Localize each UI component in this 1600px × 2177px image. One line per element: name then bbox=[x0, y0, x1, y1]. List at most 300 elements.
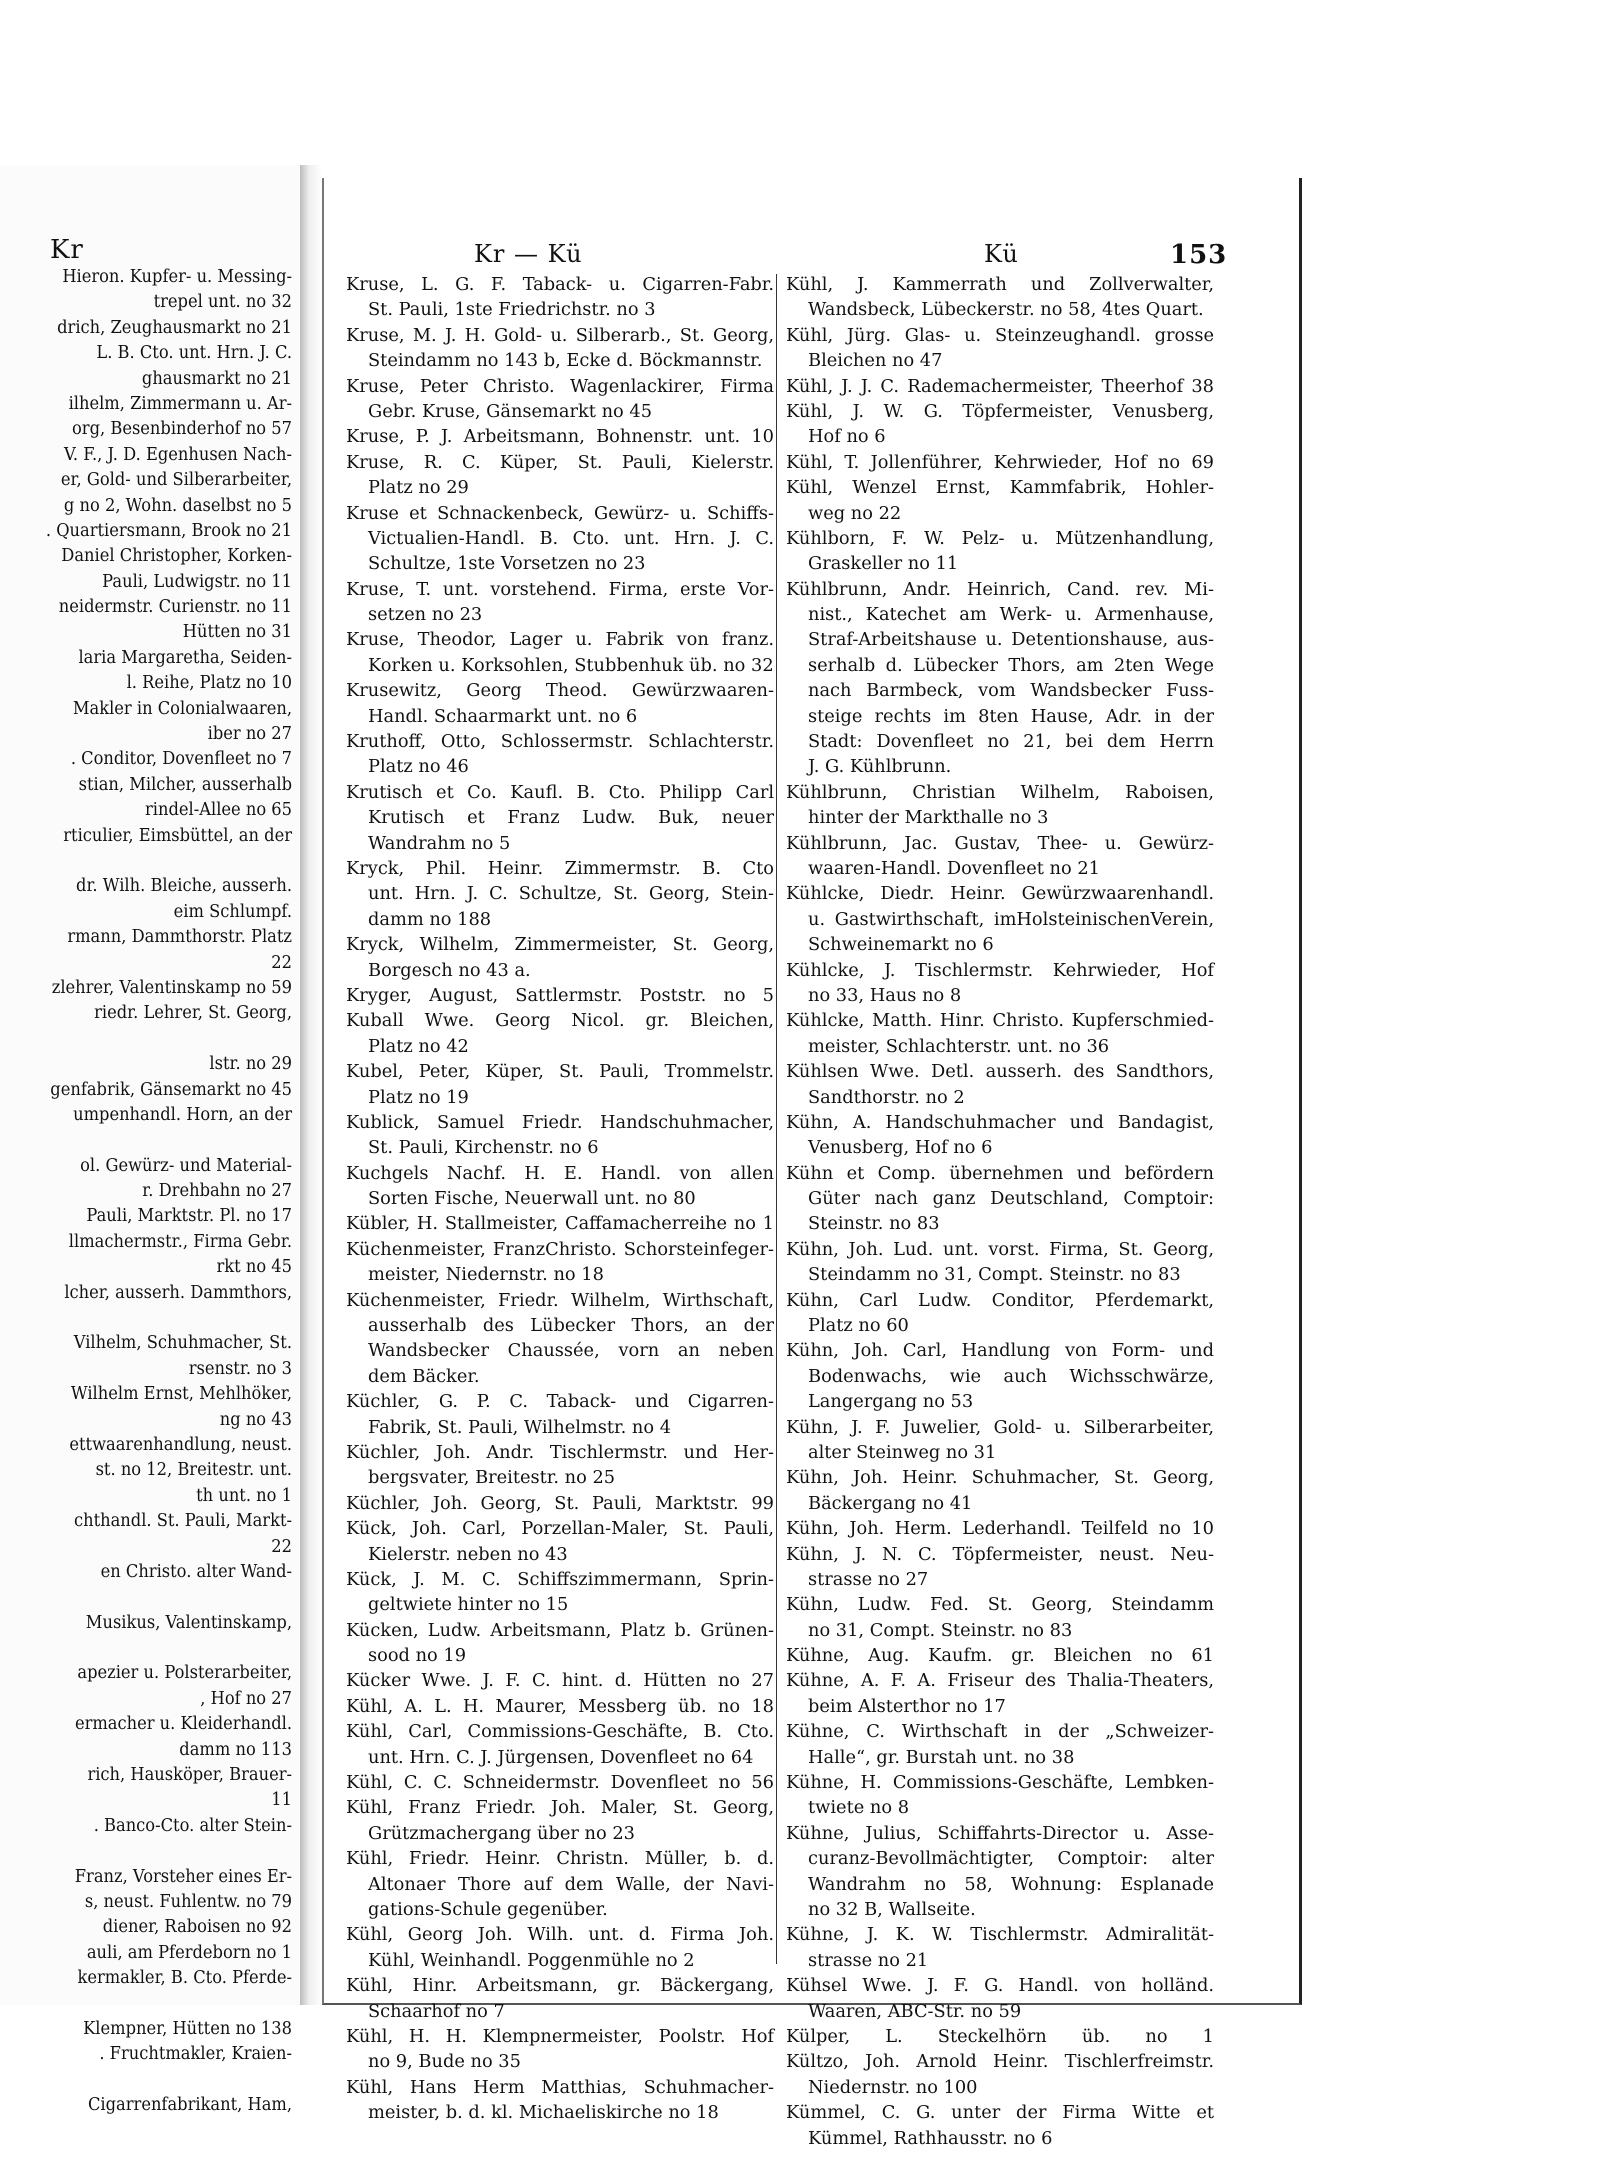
previous-page-line: rmann, Dammthorstr. Platz bbox=[67, 927, 292, 948]
entry-continuation-line: serhalb d. Lübecker Thors, am 2ten Wege bbox=[808, 654, 1214, 676]
previous-page-strip bbox=[0, 165, 303, 2116]
directory-entry bbox=[786, 1668, 1214, 1719]
directory-entry bbox=[786, 1465, 1214, 1516]
directory-entry bbox=[346, 678, 774, 729]
entry-continuation-line: strasse no 21 bbox=[808, 1949, 929, 1971]
entry-continuation-line: strasse no 27 bbox=[808, 1568, 929, 1590]
entry-name-line: Kühlbrunn, Andr. Heinrich, Cand. rev. Mi- bbox=[786, 578, 1214, 600]
previous-page-line: Franz, Vorsteher eines Er- bbox=[74, 1866, 292, 1887]
directory-entry bbox=[786, 831, 1214, 882]
entry-name-line: Krutisch et Co. Kaufl. B. Cto. Philipp Carl bbox=[346, 781, 774, 803]
entry-name-line: Kühlcke, J. Tischlermstr. Kehrwieder, Hof bbox=[786, 959, 1214, 981]
directory-entry bbox=[786, 2049, 1214, 2100]
directory-entry bbox=[786, 1592, 1214, 1643]
directory-entry bbox=[786, 1059, 1214, 1110]
previous-page-line: auli, am Pferdeborn no 1 bbox=[86, 1942, 293, 1963]
entry-name-line: Kühn, Joh. Lud. unt. vorst. Firma, St. Georg, bbox=[786, 1238, 1214, 1260]
previous-page-header: Kr bbox=[50, 235, 84, 265]
entry-continuation-line: Grützmachergang über no 23 bbox=[368, 1822, 635, 1844]
directory-entry bbox=[346, 1059, 774, 1110]
previous-page-line bbox=[13, 1585, 292, 1610]
previous-page-line: , Hof no 27 bbox=[200, 1688, 292, 1709]
entry-continuation-line: hinter der Markthalle no 3 bbox=[808, 807, 1049, 829]
directory-entry bbox=[346, 1694, 774, 1719]
entry-continuation-line: no 33, Haus no 8 bbox=[808, 984, 962, 1006]
previous-page-line bbox=[13, 1306, 292, 1331]
entry-name-line: Kühn, A. Handschuhmacher und Bandagist, bbox=[786, 1111, 1214, 1133]
directory-entry bbox=[786, 450, 1214, 475]
entry-continuation-line: alter Steinweg no 31 bbox=[808, 1441, 997, 1463]
entry-name-line: Kruse, Theodor, Lager u. Fabrik von franz. bbox=[346, 629, 774, 651]
previous-page-line: stian, Milcher, ausserhalb bbox=[78, 774, 292, 795]
directory-entry bbox=[346, 1618, 774, 1669]
entry-name-line: Kruse, L. G. F. Taback- u. Cigarren-Fabr. bbox=[346, 274, 774, 295]
entry-continuation-line: Graskeller no 11 bbox=[808, 553, 959, 575]
entry-continuation-line: Venusberg, Hof no 6 bbox=[808, 1137, 993, 1159]
entry-name-line: Kryger, August, Sattlermstr. Poststr. no 5 bbox=[346, 984, 774, 1006]
entry-continuation-line: Sorten Fische, Neuerwall unt. no 80 bbox=[368, 1188, 696, 1210]
directory-entry bbox=[346, 729, 774, 780]
directory-entry bbox=[346, 450, 774, 501]
previous-page-line: lcher, ausserh. Dammthors, bbox=[64, 1282, 292, 1303]
entry-name-line: Kruse, M. J. H. Gold- u. Silberarb., St. Georg, bbox=[346, 324, 774, 346]
header-range: Kr — Kü bbox=[474, 240, 583, 268]
directory-entry bbox=[786, 1770, 1214, 1821]
entry-continuation-line: J. G. Kühlbrunn. bbox=[808, 756, 952, 778]
directory-entry bbox=[786, 374, 1214, 399]
entry-continuation-line: St. Pauli, 1ste Friedrichstr. no 3 bbox=[368, 299, 656, 321]
entry-name-line: Kühlbrunn, Christian Wilhelm, Raboisen, bbox=[786, 781, 1214, 803]
entry-continuation-line: waaren-Handl. Dovenfleet no 21 bbox=[808, 857, 1100, 879]
previous-page-line: Hieron. Kupfer- u. Messing- bbox=[62, 267, 292, 287]
directory-entry bbox=[346, 856, 774, 932]
directory-entry bbox=[786, 475, 1214, 526]
entry-name-line: Kuball Wwe. Georg Nicol. gr. Bleichen, bbox=[346, 1010, 774, 1032]
entry-continuation-line: Kümmel, Rathhausstr. no 6 bbox=[808, 2127, 1053, 2149]
directory-entry bbox=[786, 1237, 1214, 1288]
entry-continuation-line: Halle“, gr. Burstah unt. no 38 bbox=[808, 1746, 1075, 1768]
directory-entry bbox=[346, 1008, 774, 1059]
previous-page-line: g no 2, Wohn. daselbst no 5 bbox=[63, 495, 293, 516]
entry-name-line: Kühl, Hinr. Arbeitsmann, gr. Bäckergang, bbox=[346, 1975, 774, 1997]
previous-page-line: damm no 113 bbox=[179, 1739, 292, 1760]
previous-page-line: Daniel Christopher, Korken- bbox=[61, 546, 292, 567]
entry-name-line: Kublick, Samuel Friedr. Handschuhmacher, bbox=[346, 1111, 774, 1133]
entry-name-line: Kühl, Franz Friedr. Joh. Maler, St. Georg, bbox=[346, 1797, 774, 1819]
entry-continuation-line: setzen no 23 bbox=[368, 604, 483, 626]
directory-entry bbox=[786, 1643, 1214, 1668]
entry-continuation-line: Güter nach ganz Deutschland, Comptoir: bbox=[808, 1188, 1214, 1210]
previous-page-line: chthandl. St. Pauli, Markt- bbox=[73, 1511, 292, 1532]
entry-continuation-line: Kühl, Weinhandl. Poggenmühle no 2 bbox=[368, 1949, 695, 1971]
entry-name-line: Kültzo, Joh. Arnold Heinr. Tischlerfreimstr. bbox=[786, 2051, 1214, 2073]
previous-page-line: riedr. Lehrer, St. Georg, bbox=[94, 1003, 293, 1024]
previous-page-line: Pauli, Ludwigstr. no 11 bbox=[102, 571, 292, 592]
entry-continuation-line: dem Bäcker. bbox=[368, 1365, 480, 1387]
directory-entry bbox=[786, 323, 1214, 374]
entry-name-line: Kruse, R. C. Küper, St. Pauli, Kielerstr. bbox=[346, 451, 774, 473]
entry-continuation-line: Krutisch et Franz Ludw. Buk, neuer bbox=[368, 807, 774, 829]
previous-page-line: rsenstr. no 3 bbox=[188, 1358, 292, 1379]
previous-page-line: th unt. no 1 bbox=[196, 1485, 292, 1506]
previous-page-line: zlehrer, Valentinskamp no 59 bbox=[51, 977, 293, 998]
directory-entry bbox=[786, 1008, 1214, 1059]
entry-continuation-line: geltwiete hinter no 15 bbox=[368, 1594, 569, 1616]
entry-name-line: Kühl, J. Kammerrath und Zollverwalter, bbox=[786, 274, 1214, 295]
entry-continuation-line: Handl. Schaarmarkt unt. no 6 bbox=[368, 705, 638, 727]
entry-name-line: Kühl, Jürg. Glas- u. Steinzeughandl. grosse bbox=[786, 324, 1214, 346]
entry-continuation-line: Wandrahm no 5 bbox=[368, 832, 511, 854]
entry-continuation-line: unt. Hrn. C. J. Jürgensen, Dovenfleet no 64 bbox=[368, 1746, 754, 1768]
directory-entry bbox=[786, 1110, 1214, 1161]
directory-entry bbox=[346, 1719, 774, 1770]
entry-name-line: Kryck, Wilhelm, Zimmermeister, St. Georg, bbox=[346, 934, 774, 956]
entry-continuation-line: Sandthorstr. no 2 bbox=[808, 1086, 965, 1108]
previous-page-line: . Fruchtmakler, Kraien- bbox=[99, 2044, 292, 2065]
entry-name-line: Kruthoff, Otto, Schlossermstr. Schlachterstr. bbox=[346, 731, 774, 753]
previous-page-line: rticulier, Eimsbüttel, an der bbox=[63, 825, 292, 846]
previous-page-line: l. Reihe, Platz no 10 bbox=[126, 673, 292, 694]
directory-entry bbox=[786, 2100, 1214, 2151]
entry-name-line: Kubel, Peter, Küper, St. Pauli, Trommelstr. bbox=[346, 1061, 774, 1083]
entry-name-line: Kruse, T. unt. vorstehend. Firma, erste Vor- bbox=[346, 578, 774, 600]
previous-page-line: Makler in Colonialwaaren, bbox=[72, 698, 292, 719]
directory-entry bbox=[786, 1973, 1214, 2024]
entry-continuation-line: Borgesch no 43 a. bbox=[368, 959, 531, 981]
directory-entry bbox=[346, 1110, 774, 1161]
entry-name-line: Kühl, Hans Herm Matthias, Schuhmacher- bbox=[346, 2076, 774, 2098]
entry-continuation-line: damm no 188 bbox=[368, 908, 492, 930]
previous-page-line: ng no 43 bbox=[219, 1409, 292, 1430]
entry-continuation-line: unt. Hrn. J. C. Schultze, St. Georg, Stein- bbox=[368, 883, 774, 905]
entry-name-line: Kühn, Joh. Heinr. Schuhmacher, St. Georg, bbox=[786, 1467, 1214, 1489]
directory-entry bbox=[346, 983, 774, 1008]
previous-page-line bbox=[13, 1128, 292, 1153]
previous-page-line: 11 bbox=[271, 1790, 292, 1811]
entry-name-line: Kück, J. M. C. Schiffszimmermann, Sprin- bbox=[346, 1568, 774, 1590]
entry-continuation-line: no 31, Compt. Steinstr. no 83 bbox=[808, 1619, 1073, 1641]
entry-continuation-line: weg no 22 bbox=[808, 502, 902, 524]
entry-name-line: Kruse, Peter Christo. Wagenlackirer, Firma bbox=[346, 375, 774, 397]
entry-continuation-line: Schultze, 1ste Vorsetzen no 23 bbox=[368, 553, 646, 575]
previous-page-line: Cigarrenfabrikant, Ham, bbox=[87, 2095, 292, 2116]
entry-name-line: Kühn, Joh. Herm. Lederhandl. Teilfeld no 10 bbox=[786, 1518, 1214, 1540]
previous-page-line: L. B. Cto. unt. Hrn. J. C. bbox=[96, 343, 292, 364]
entry-name-line: Küchler, G. P. C. Taback- und Cigarren- bbox=[346, 1391, 774, 1413]
entry-name-line: Kryck, Phil. Heinr. Zimmermstr. B. Cto bbox=[346, 857, 774, 879]
directory-entry bbox=[786, 780, 1214, 831]
directory-entry bbox=[786, 1288, 1214, 1339]
entry-continuation-line: Steinstr. no 83 bbox=[808, 1213, 940, 1235]
previous-page-line: . Conditor, Dovenfleet no 7 bbox=[70, 749, 292, 770]
entry-name-line: Küchenmeister, FranzChristo. Schorsteinfeger- bbox=[346, 1238, 774, 1260]
entry-name-line: Kühn, Joh. Carl, Handlung von Form- und bbox=[786, 1340, 1214, 1362]
previous-page-line: Hütten no 31 bbox=[182, 622, 292, 643]
entry-continuation-line: Platz no 46 bbox=[368, 756, 469, 778]
entry-continuation-line: Bäckergang no 41 bbox=[808, 1492, 973, 1514]
previous-page-line bbox=[13, 1636, 292, 1661]
previous-page-line: llmachermstr., Firma Gebr. bbox=[68, 1231, 292, 1252]
directory-entry bbox=[786, 272, 1214, 323]
entry-name-line: Kühn, Carl Ludw. Conditor, Pferdemarkt, bbox=[786, 1289, 1214, 1311]
previous-page-line: iber no 27 bbox=[207, 724, 292, 745]
entry-name-line: Kühsel Wwe. J. F. G. Handl. von holländ. bbox=[786, 1975, 1214, 1997]
page-number: 153 bbox=[1170, 240, 1228, 270]
directory-entry bbox=[346, 1491, 774, 1516]
directory-entry bbox=[346, 1211, 774, 1236]
entry-continuation-line: gations-Schule gegenüber. bbox=[368, 1899, 608, 1920]
directory-entry bbox=[346, 627, 774, 678]
previous-page-line: 22 bbox=[271, 1536, 292, 1557]
entry-name-line: Kück, Joh. Carl, Porzellan-Maler, St. Pauli, bbox=[346, 1518, 774, 1540]
entry-name-line: Kühne, C. Wirthschaft in der „Schweizer- bbox=[786, 1721, 1214, 1743]
entry-name-line: Kühne, Aug. Kaufm. gr. Bleichen no 61 bbox=[786, 1645, 1214, 1667]
previous-page-line: ol. Gewürz- und Material- bbox=[80, 1155, 292, 1176]
previous-page-line: ilhelm, Zimmermann u. Ar- bbox=[68, 393, 292, 414]
previous-page-line: lstr. no 29 bbox=[209, 1054, 292, 1075]
directory-entry bbox=[786, 1542, 1214, 1593]
directory-entry bbox=[346, 1795, 774, 1846]
previous-page-line: en Christo. alter Wand- bbox=[100, 1561, 293, 1582]
entry-continuation-line: beim Alsterthor no 17 bbox=[808, 1695, 1006, 1717]
previous-page-line: Musikus, Valentinskamp, bbox=[85, 1612, 292, 1633]
entry-continuation-line: Schaarhof no 7 bbox=[368, 2000, 505, 2022]
directory-entry bbox=[346, 2075, 774, 2126]
previous-page-line: eim Schlumpf. bbox=[173, 901, 292, 922]
previous-page-line: Pauli, Marktstr. Pl. no 17 bbox=[86, 1206, 292, 1227]
directory-entry bbox=[786, 1922, 1214, 1973]
previous-page-line: Wilhelm Ernst, Mehlhöker, bbox=[70, 1384, 292, 1405]
previous-page-line: trepel unt. no 32 bbox=[153, 292, 292, 313]
previous-page-line bbox=[13, 2068, 292, 2093]
directory-entry bbox=[786, 1338, 1214, 1414]
directory-entry bbox=[346, 501, 774, 577]
previous-page-line: ettwaarenhandlung, neust. bbox=[69, 1434, 292, 1455]
entry-name-line: Kühl, T. Jollenführer, Kehrwieder, Hof no 69 bbox=[786, 451, 1214, 473]
directory-entry bbox=[786, 958, 1214, 1009]
directory-entry bbox=[346, 424, 774, 449]
entry-name-line: Kühne, A. F. A. Friseur des Thalia-Theaters, bbox=[786, 1670, 1214, 1692]
previous-page-line: laria Margaretha, Seiden- bbox=[78, 647, 292, 668]
previous-page-line: Klempner, Hütten no 138 bbox=[83, 2018, 293, 2039]
header-letter: Kü bbox=[984, 240, 1019, 268]
entry-name-line: Kühl, Friedr. Heinr. Christn. Müller, b. d. bbox=[346, 1848, 774, 1870]
entry-name-line: Kühl, A. L. H. Maurer, Messberg üb. no 18 bbox=[346, 1695, 774, 1717]
entry-name-line: Kühlborn, F. W. Pelz- u. Mützenhandlung, bbox=[786, 527, 1214, 549]
entry-name-line: Kübler, H. Stallmeister, Caffamacherreihe no 1 bbox=[346, 1213, 774, 1235]
entry-continuation-line: Fabrik, St. Pauli, Wilhelmstr. no 4 bbox=[368, 1416, 672, 1438]
entry-continuation-line: ausserhalb des Lübecker Thors, an der bbox=[368, 1315, 774, 1337]
book-gutter bbox=[300, 165, 322, 2005]
directory-entry bbox=[346, 1846, 774, 1922]
entry-continuation-line: Langergang no 53 bbox=[808, 1391, 974, 1413]
entry-continuation-line: steige rechts im 8ten Hause, Adr. in der bbox=[808, 705, 1214, 727]
entry-name-line: Kühne, Julius, Schiffahrts-Director u. Asse- bbox=[786, 1822, 1214, 1844]
entry-continuation-line: Platz no 19 bbox=[368, 1086, 469, 1108]
directory-entry bbox=[786, 1821, 1214, 1923]
directory-entry bbox=[786, 577, 1214, 780]
previous-page-line: . Quartiersmann, Brook no 21 bbox=[45, 520, 292, 541]
entry-continuation-line: Hof no 6 bbox=[808, 426, 886, 448]
entry-continuation-line: meister, b. d. kl. Michaeliskirche no 18 bbox=[368, 2102, 719, 2124]
entry-continuation-line: Steindamm no 31, Compt. Steinstr. no 83 bbox=[808, 1264, 1181, 1286]
entry-continuation-line: nach Barmbeck, vom Wandsbecker Fuss- bbox=[808, 680, 1214, 702]
entry-name-line: Krusewitz, Georg Theod. Gewürzwaaren- bbox=[346, 680, 774, 702]
previous-page-line: er, Gold- und Silberarbeiter, bbox=[60, 470, 292, 491]
entry-name-line: Kühlcke, Diedr. Heinr. Gewürzwaarenhandl. bbox=[786, 883, 1214, 905]
entry-continuation-line: meister, Schlachterstr. unt. no 36 bbox=[808, 1035, 1110, 1057]
directory-entry bbox=[346, 1668, 774, 1693]
entry-name-line: Kühl, H. H. Klempnermeister, Poolstr. Hof bbox=[346, 2025, 774, 2047]
previous-page-line: genfabrik, Gänsemarkt no 45 bbox=[50, 1079, 292, 1100]
directory-entry bbox=[346, 1389, 774, 1440]
previous-page-line: diener, Raboisen no 92 bbox=[102, 1917, 292, 1938]
entry-name-line: Kücken, Ludw. Arbeitsmann, Platz b. Grünen- bbox=[346, 1619, 774, 1641]
entry-continuation-line: no 9, Bude no 35 bbox=[368, 2051, 521, 2073]
column-divider bbox=[776, 274, 777, 1964]
entry-name-line: Kühl, J. J. C. Rademachermeister, Theerhof 38 bbox=[786, 375, 1214, 397]
entry-continuation-line: Victualien-Handl. B. Cto. unt. Hrn. J. C. bbox=[368, 527, 774, 549]
entry-continuation-line: sood no 19 bbox=[368, 1645, 467, 1667]
entry-continuation-line: Straf-Arbeitshause u. Detentionshause, aus- bbox=[808, 629, 1214, 651]
directory-entry bbox=[786, 399, 1214, 450]
entry-continuation-line: u. Gastwirthschaft, imHolsteinischenVerein, bbox=[808, 908, 1214, 930]
entry-name-line: Kruse et Schnackenbeck, Gewürz- u. Schiffs- bbox=[346, 502, 774, 524]
entry-name-line: Kühn, Ludw. Fed. St. Georg, Steindamm bbox=[786, 1594, 1214, 1616]
entry-name-line: Kühl, C. C. Schneidermstr. Dovenfleet no 56 bbox=[346, 1772, 774, 1794]
previous-page-line: org, Besenbinderhof no 57 bbox=[72, 419, 292, 440]
previous-page-line: V. F., J. D. Egenhusen Nach- bbox=[63, 444, 292, 465]
entry-continuation-line: Wandsbeck, Lübeckerstr. no 58, 4tes Quart. bbox=[808, 299, 1204, 321]
entry-continuation-line: Korken u. Korksohlen, Stubbenhuk üb. no 32 bbox=[368, 654, 774, 676]
entry-name-line: Kühl, J. W. G. Töpfermeister, Venusberg, bbox=[786, 400, 1214, 422]
directory-entry bbox=[346, 1973, 774, 2024]
previous-page-line: drich, Zeughausmarkt no 21 bbox=[57, 317, 292, 338]
entry-name-line: Kühn, J. F. Juwelier, Gold- u. Silberarbeiter, bbox=[786, 1416, 1214, 1438]
directory-entry bbox=[786, 2024, 1214, 2049]
entry-name-line: Kücker Wwe. J. F. C. hint. d. Hütten no 27 bbox=[346, 1670, 774, 1692]
directory-entry bbox=[346, 374, 774, 425]
entry-continuation-line: Bodenwachs, wie auch Wichsschwärze, bbox=[808, 1365, 1214, 1387]
previous-page-line: s, neust. Fuhlentw. no 79 bbox=[84, 1892, 292, 1912]
previous-page-line: dr. Wilh. Bleiche, ausserh. bbox=[76, 876, 292, 897]
entry-continuation-line: Niedernstr. no 100 bbox=[808, 2076, 978, 2098]
entry-name-line: Küchler, Joh. Georg, St. Pauli, Marktstr. 99 bbox=[346, 1492, 774, 1514]
directory-entry bbox=[346, 323, 774, 374]
directory-entry bbox=[786, 526, 1214, 577]
previous-page-text bbox=[13, 265, 292, 2119]
directory-entry bbox=[786, 1415, 1214, 1466]
previous-page-line: ghausmarkt no 21 bbox=[141, 368, 292, 389]
directory-entry bbox=[346, 1516, 774, 1567]
previous-page-line: . Banco-Cto. alter Stein- bbox=[93, 1815, 292, 1836]
directory-entry bbox=[346, 1237, 774, 1288]
previous-page-line: apezier u. Polsterarbeiter, bbox=[77, 1663, 292, 1684]
directory-entry bbox=[346, 577, 774, 628]
running-header bbox=[324, 240, 1299, 270]
directory-entry bbox=[346, 1288, 774, 1390]
entry-continuation-line: bergsvater, Breitestr. no 25 bbox=[368, 1467, 616, 1489]
column-right bbox=[786, 272, 1214, 2151]
previous-page-line bbox=[13, 849, 292, 874]
previous-page-line: rindel-Allee no 65 bbox=[145, 800, 292, 821]
directory-entry bbox=[346, 932, 774, 983]
previous-page-line bbox=[13, 1992, 292, 2017]
entry-name-line: Kühne, H. Commissions-Geschäfte, Lembken- bbox=[786, 1772, 1214, 1794]
directory-entry bbox=[786, 1719, 1214, 1770]
entry-name-line: Küchenmeister, Friedr. Wilhelm, Wirthschaft, bbox=[346, 1289, 774, 1311]
entry-continuation-line: meister, Niedernstr. no 18 bbox=[368, 1264, 604, 1286]
entry-name-line: Kühlcke, Matth. Hinr. Christo. Kupferschmied- bbox=[786, 1010, 1214, 1032]
directory-entry bbox=[346, 272, 774, 323]
entry-continuation-line: nist., Katechet am Werk- u. Armenhause, bbox=[808, 604, 1214, 626]
entry-name-line: Kühne, J. K. W. Tischlermstr. Admiralität- bbox=[786, 1924, 1214, 1946]
entry-continuation-line: Stadt: Dovenfleet no 21, bei dem Herrn bbox=[808, 731, 1214, 753]
directory-entry bbox=[346, 1440, 774, 1491]
entry-name-line: Kühl, Georg Joh. Wilh. unt. d. Firma Joh. bbox=[346, 1924, 774, 1946]
previous-page-line: ermacher u. Kleiderhandl. bbox=[74, 1714, 292, 1735]
entry-name-line: Kühl, Carl, Commissions-Geschäfte, B. Cto. bbox=[346, 1721, 774, 1743]
entry-continuation-line: Wandsbecker Chaussée, vorn an neben bbox=[368, 1340, 774, 1362]
previous-page-line: neidermstr. Curienstr. no 11 bbox=[58, 597, 292, 618]
entry-name-line: Kühl, Wenzel Ernst, Kammfabrik, Hohler- bbox=[786, 477, 1214, 499]
directory-entry bbox=[786, 1161, 1214, 1237]
previous-page-line: 22 bbox=[271, 952, 292, 973]
entry-continuation-line: Platz no 60 bbox=[808, 1315, 909, 1337]
previous-page-line bbox=[13, 1839, 292, 1864]
entry-name-line: Kuchgels Nachf. H. E. Handl. von allen bbox=[346, 1162, 774, 1184]
directory-entry bbox=[786, 881, 1214, 957]
entry-name-line: Kruse, P. J. Arbeitsmann, Bohnenstr. unt. 10 bbox=[346, 426, 774, 448]
directory-page bbox=[322, 178, 1302, 2149]
entry-continuation-line: no 32 B, Wallseite. bbox=[808, 1899, 976, 1920]
entry-name-line: Küchler, Joh. Andr. Tischlermstr. und Her- bbox=[346, 1441, 774, 1463]
entry-continuation-line: Gebr. Kruse, Gänsemarkt no 45 bbox=[368, 400, 653, 422]
entry-continuation-line: Waaren, ABC-Str. no 59 bbox=[808, 2000, 1022, 2022]
previous-page-line: rkt no 45 bbox=[216, 1257, 292, 1278]
entry-name-line: Kühn, J. N. C. Töpfermeister, neust. Neu- bbox=[786, 1543, 1214, 1565]
previous-page-line bbox=[13, 1027, 292, 1052]
directory-entry bbox=[346, 2024, 774, 2075]
entry-continuation-line: Schweinemarkt no 6 bbox=[808, 934, 994, 956]
previous-page-line: Vilhelm, Schuhmacher, St. bbox=[73, 1333, 292, 1354]
entry-continuation-line: curanz-Bevollmächtigter, Comptoir: alter bbox=[808, 1848, 1214, 1870]
directory-entry bbox=[346, 1567, 774, 1618]
directory-entry bbox=[346, 1770, 774, 1795]
directory-entry bbox=[786, 1516, 1214, 1541]
entry-continuation-line: Wandrahm no 58, Wohnung: Esplanade bbox=[808, 1873, 1214, 1895]
entry-name-line: Kühlsen Wwe. Detl. ausserh. des Sandthors, bbox=[786, 1061, 1214, 1083]
directory-entry bbox=[346, 1922, 774, 1973]
previous-page-line: kermakler, B. Cto. Pferde- bbox=[77, 1968, 292, 1989]
entry-continuation-line: Steindamm no 143 b, Ecke d. Böckmannstr. bbox=[368, 350, 763, 372]
column-left bbox=[346, 272, 774, 2126]
entry-continuation-line: St. Pauli, Kirchenstr. no 6 bbox=[368, 1137, 599, 1159]
entry-continuation-line: Kielerstr. neben no 43 bbox=[368, 1543, 568, 1565]
directory-entry bbox=[346, 780, 774, 856]
entry-name-line: Kühn et Comp. übernehmen und befördern bbox=[786, 1162, 1214, 1184]
entry-continuation-line: Platz no 29 bbox=[368, 477, 469, 499]
previous-page-line: st. no 12, Breitestr. unt. bbox=[95, 1460, 293, 1481]
entry-continuation-line: Platz no 42 bbox=[368, 1035, 469, 1057]
entry-name-line: Külper, L. Steckelhörn üb. no 1 bbox=[786, 2025, 1214, 2047]
entry-continuation-line: Altonaer Thore auf dem Walle, der Navi- bbox=[368, 1873, 774, 1895]
entry-name-line: Kühlbrunn, Jac. Gustav, Thee- u. Gewürz- bbox=[786, 832, 1214, 854]
directory-entry bbox=[346, 1161, 774, 1212]
previous-page-line: umpenhandl. Horn, an der bbox=[73, 1104, 292, 1125]
previous-page-line: r. Drehbahn no 27 bbox=[142, 1181, 292, 1202]
entry-continuation-line: Bleichen no 47 bbox=[808, 350, 943, 372]
